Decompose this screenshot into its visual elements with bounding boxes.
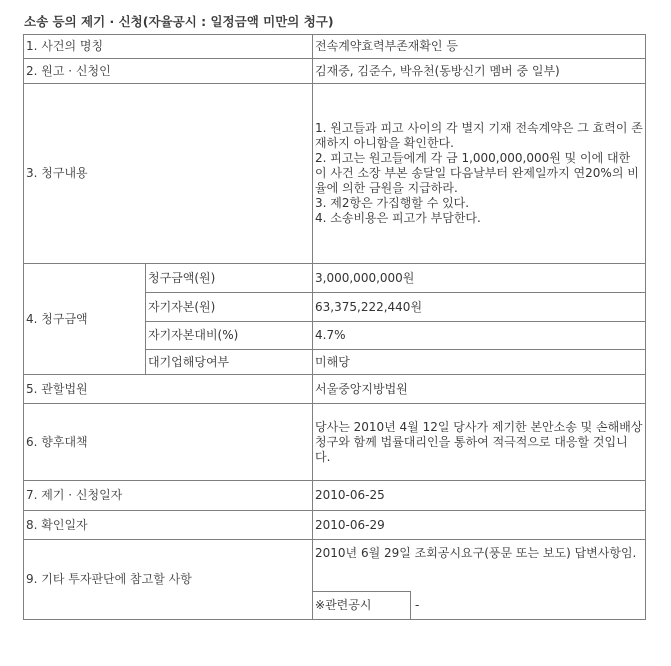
court-label: 5. 관할법원 bbox=[24, 375, 313, 404]
table-row-court bbox=[24, 375, 646, 404]
equity-ratio-label: 자기자본대비(%) bbox=[146, 322, 313, 350]
disclosure-table bbox=[23, 34, 646, 620]
claim-line: 2. 피고는 원고들에게 각 금 1,000,000,000원 및 이에 대한 이 사건 소장 부본 송달일 다음날부터 완제일까지 연20%의 비율에 의한 금원을 지급하라. bbox=[315, 151, 639, 195]
filing-date-value: 2010-06-25 bbox=[313, 481, 646, 511]
plaintiff-value: 김재중, 김준수, 박유천(동방신기 멤버 중 일부) bbox=[313, 59, 646, 84]
related-disclosure bbox=[313, 591, 645, 619]
amount-sub-value: 3,000,000,000원 bbox=[313, 264, 646, 293]
table-row-claim bbox=[24, 84, 646, 264]
plaintiff-label: 2. 원고 · 신청인 bbox=[24, 59, 313, 84]
claim-line: 4. 소송비용은 피고가 부담한다. bbox=[315, 211, 481, 225]
related-disclosure-value: - bbox=[415, 597, 420, 612]
claim-label: 3. 청구내용 bbox=[24, 84, 313, 264]
table-row-plaintiff bbox=[24, 59, 646, 84]
amount-sub-label: 청구금액(원) bbox=[146, 264, 313, 293]
table-row-confirm-date bbox=[24, 511, 646, 540]
other-value-cell bbox=[313, 540, 646, 620]
confirm-date-value: 2010-06-29 bbox=[313, 511, 646, 540]
claim-line: 1. 원고들과 피고 사이의 각 별지 기재 전속계약은 그 효력이 존재하지 아니함을 확인한다. bbox=[315, 121, 643, 150]
table-row-other bbox=[24, 540, 646, 620]
other-value: 2010년 6월 29일 조회공시요구(풍문 또는 보도) 답변사항임. bbox=[315, 546, 637, 560]
amount-label: 4. 청구금액 bbox=[24, 264, 146, 375]
claim-line: 3. 제2항은 가집행할 수 있다. bbox=[315, 196, 470, 210]
other-label: 9. 기타 투자판단에 참고할 사항 bbox=[24, 540, 313, 620]
page-title: 소송 등의 제기 · 신청(자율공시 : 일정금액 미만의 청구) bbox=[24, 14, 334, 29]
large-company-label: 대기업해당여부 bbox=[146, 350, 313, 375]
plan-value: 당사는 2010년 4월 12일 당사가 제기한 본안소송 및 손해배상청구와 함께 법률대리인을 통하여 적극적으로 대응할 것입니다. bbox=[313, 404, 646, 481]
table-row-plan bbox=[24, 404, 646, 481]
table-row-filing-date bbox=[24, 481, 646, 511]
table-row-amount bbox=[24, 264, 646, 293]
filing-date-label: 7. 제기 · 신청일자 bbox=[24, 481, 313, 511]
related-disclosure-label: ※관련공시 bbox=[313, 591, 411, 619]
confirm-date-label: 8. 확인일자 bbox=[24, 511, 313, 540]
equity-value: 63,375,222,440원 bbox=[313, 293, 646, 322]
table-row-case-name bbox=[24, 35, 646, 59]
claim-value bbox=[313, 84, 646, 264]
large-company-value: 미해당 bbox=[313, 350, 646, 375]
case-name-label: 1. 사건의 명칭 bbox=[24, 35, 313, 59]
equity-ratio-value: 4.7% bbox=[313, 322, 646, 350]
plan-label: 6. 향후대책 bbox=[24, 404, 313, 481]
case-name-value: 전속계약효력부존재확인 등 bbox=[313, 35, 646, 59]
court-value: 서울중앙지방법원 bbox=[313, 375, 646, 404]
equity-label: 자기자본(원) bbox=[146, 293, 313, 322]
